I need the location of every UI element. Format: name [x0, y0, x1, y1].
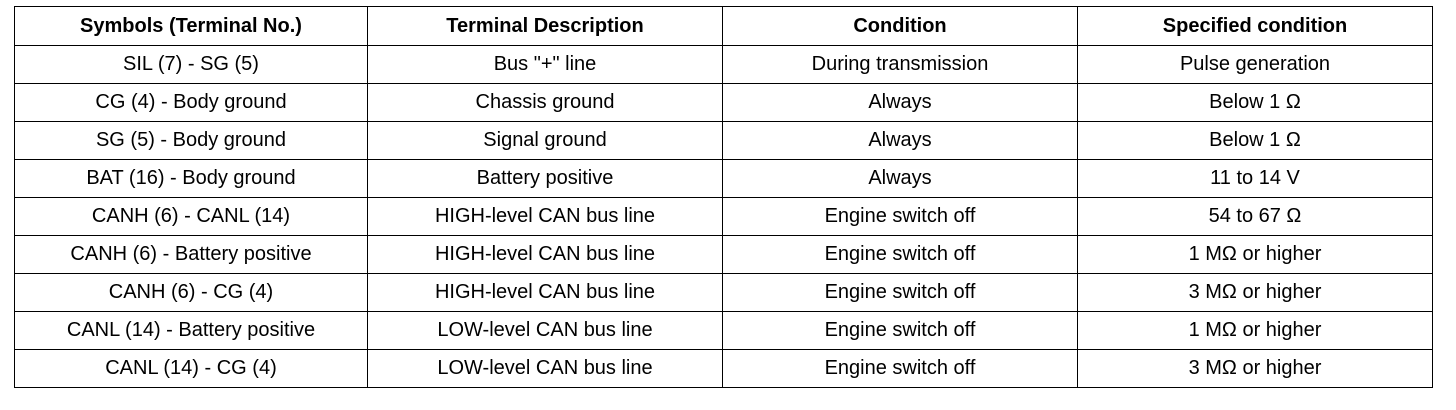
cell-symbols: CANH (6) - CANL (14): [15, 198, 368, 236]
cell-description: HIGH-level CAN bus line: [368, 274, 723, 312]
header-symbols: Symbols (Terminal No.): [15, 7, 368, 46]
header-condition: Condition: [723, 7, 1078, 46]
table-row: [15, 350, 1433, 388]
header-specified-condition: Specified condition: [1078, 7, 1433, 46]
table-row: [15, 274, 1433, 312]
cell-description: HIGH-level CAN bus line: [368, 198, 723, 236]
cell-symbols: SG (5) - Body ground: [15, 122, 368, 160]
cell-condition: Always: [723, 84, 1078, 122]
terminal-spec-table: [14, 6, 1433, 388]
cell-symbols: CANL (14) - CG (4): [15, 350, 368, 388]
table-row: [15, 160, 1433, 198]
cell-description: Bus "+" line: [368, 46, 723, 84]
cell-specified: 11 to 14 V: [1078, 160, 1433, 198]
cell-condition: Engine switch off: [723, 274, 1078, 312]
cell-condition: Engine switch off: [723, 236, 1078, 274]
cell-specified: 3 MΩ or higher: [1078, 350, 1433, 388]
table-row: [15, 198, 1433, 236]
table-row: [15, 312, 1433, 350]
table-header-row: [15, 7, 1433, 46]
cell-symbols: SIL (7) - SG (5): [15, 46, 368, 84]
cell-description: Battery positive: [368, 160, 723, 198]
cell-symbols: CANL (14) - Battery positive: [15, 312, 368, 350]
cell-specified: 3 MΩ or higher: [1078, 274, 1433, 312]
cell-symbols: CG (4) - Body ground: [15, 84, 368, 122]
cell-description: Signal ground: [368, 122, 723, 160]
cell-condition: Always: [723, 122, 1078, 160]
cell-condition: Engine switch off: [723, 312, 1078, 350]
cell-specified: Below 1 Ω: [1078, 84, 1433, 122]
cell-specified: Pulse generation: [1078, 46, 1433, 84]
cell-description: Chassis ground: [368, 84, 723, 122]
header-terminal-description: Terminal Description: [368, 7, 723, 46]
cell-symbols: CANH (6) - Battery positive: [15, 236, 368, 274]
cell-description: LOW-level CAN bus line: [368, 312, 723, 350]
cell-condition: Engine switch off: [723, 350, 1078, 388]
cell-condition: Always: [723, 160, 1078, 198]
cell-symbols: BAT (16) - Body ground: [15, 160, 368, 198]
cell-condition: During transmission: [723, 46, 1078, 84]
cell-condition: Engine switch off: [723, 198, 1078, 236]
cell-description: HIGH-level CAN bus line: [368, 236, 723, 274]
table-row: [15, 84, 1433, 122]
table-row: [15, 122, 1433, 160]
cell-specified: 1 MΩ or higher: [1078, 312, 1433, 350]
cell-specified: 1 MΩ or higher: [1078, 236, 1433, 274]
table-row: [15, 46, 1433, 84]
cell-description: LOW-level CAN bus line: [368, 350, 723, 388]
terminal-spec-table-container: [14, 6, 1432, 388]
cell-symbols: CANH (6) - CG (4): [15, 274, 368, 312]
cell-specified: Below 1 Ω: [1078, 122, 1433, 160]
cell-specified: 54 to 67 Ω: [1078, 198, 1433, 236]
table-row: [15, 236, 1433, 274]
